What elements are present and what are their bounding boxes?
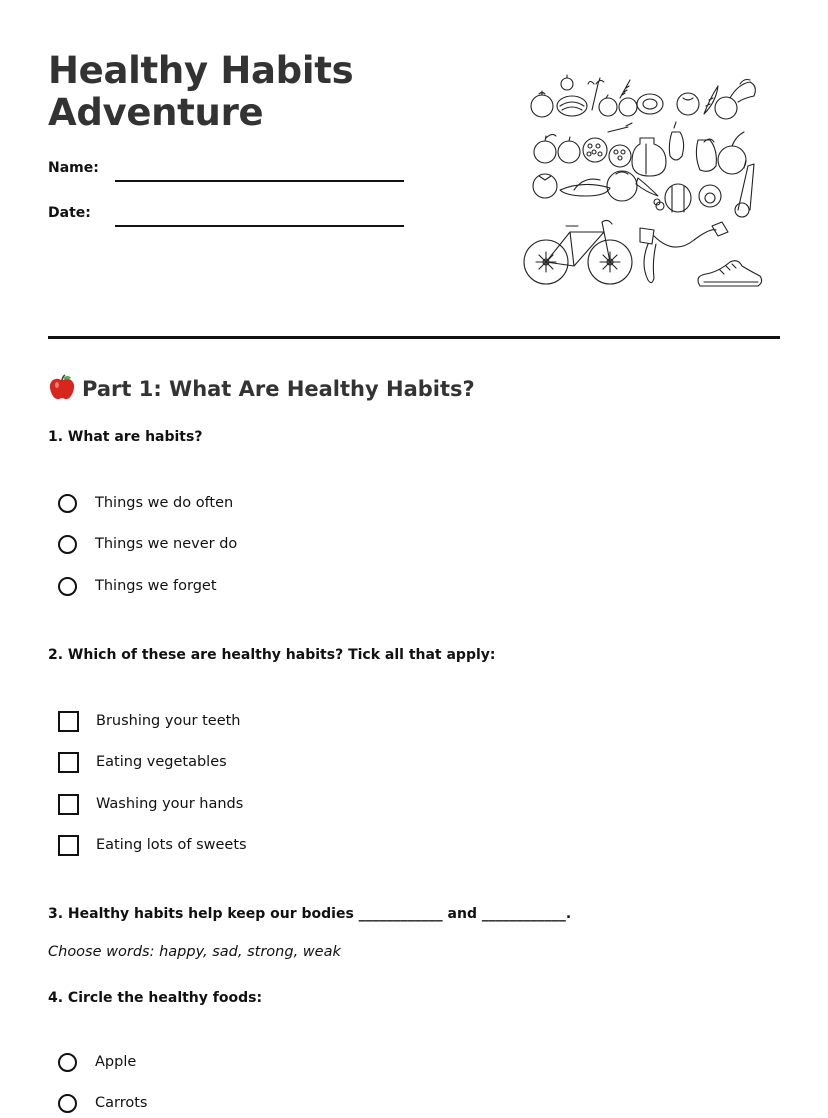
q4-option-2[interactable]: [57, 1091, 147, 1115]
q1-option-2-label: Things we never do: [95, 536, 238, 552]
bicycle-drawing: [524, 220, 632, 284]
q4-option-1[interactable]: [57, 1050, 136, 1074]
worksheet-title: [48, 50, 353, 134]
q1-option-3-label: Things we forget: [95, 578, 217, 594]
apple-icon: [48, 373, 76, 401]
q2-option-4-label: Eating lots of sweets: [96, 837, 247, 853]
title-line-1: Healthy Habits: [48, 49, 354, 92]
title-line-2: Adventure: [48, 91, 264, 134]
row-2-produce: [534, 122, 746, 176]
radio-button[interactable]: [58, 535, 77, 554]
row-1-produce: [531, 75, 755, 119]
q2-option-1-label: Brushing your teeth: [96, 713, 241, 729]
q2-option-2[interactable]: [57, 750, 227, 774]
radio-button[interactable]: [58, 577, 77, 596]
radio-button[interactable]: [58, 1053, 77, 1072]
radio-button[interactable]: [58, 1094, 77, 1113]
checkbox[interactable]: [58, 711, 79, 732]
healthy-items-illustration: [520, 70, 765, 295]
question-1: 1. What are habits?: [48, 429, 203, 445]
section-1-title-text: Part 1: What Are Healthy Habits?: [82, 377, 475, 401]
q2-option-1[interactable]: [57, 709, 241, 733]
q2-option-2-label: Eating vegetables: [96, 754, 227, 770]
q1-option-3[interactable]: [57, 574, 217, 598]
q2-option-3-label: Washing your hands: [96, 796, 244, 812]
name-label: Name:: [48, 160, 99, 176]
question-3: 3. Healthy habits help keep our bodies ____________ and ____________.: [48, 906, 572, 922]
q1-option-1-label: Things we do often: [95, 495, 234, 511]
checkbox[interactable]: [58, 794, 79, 815]
q1-option-1[interactable]: [57, 491, 233, 515]
q4-option-2-label: Carrots: [95, 1095, 148, 1111]
sneaker-drawing: [698, 261, 762, 286]
section-divider: [48, 336, 780, 339]
q4-option-1-label: Apple: [95, 1054, 137, 1070]
checkbox[interactable]: [58, 835, 79, 856]
date-line[interactable]: [115, 225, 404, 227]
radio-button[interactable]: [58, 494, 77, 513]
checkbox[interactable]: [58, 752, 79, 773]
q2-option-4[interactable]: [57, 833, 247, 857]
question-3-word-bank: Choose words: happy, sad, strong, weak: [48, 944, 341, 960]
date-label: Date:: [48, 205, 91, 221]
q1-option-2[interactable]: [57, 532, 237, 556]
jump-rope-drawing: [640, 222, 728, 283]
section-1-title: [48, 373, 475, 404]
question-2: 2. Which of these are healthy habits? Tick all that apply:: [48, 647, 496, 663]
name-line[interactable]: [115, 180, 404, 182]
question-4: 4. Circle the healthy foods:: [48, 990, 263, 1006]
q2-option-3[interactable]: [57, 792, 243, 816]
